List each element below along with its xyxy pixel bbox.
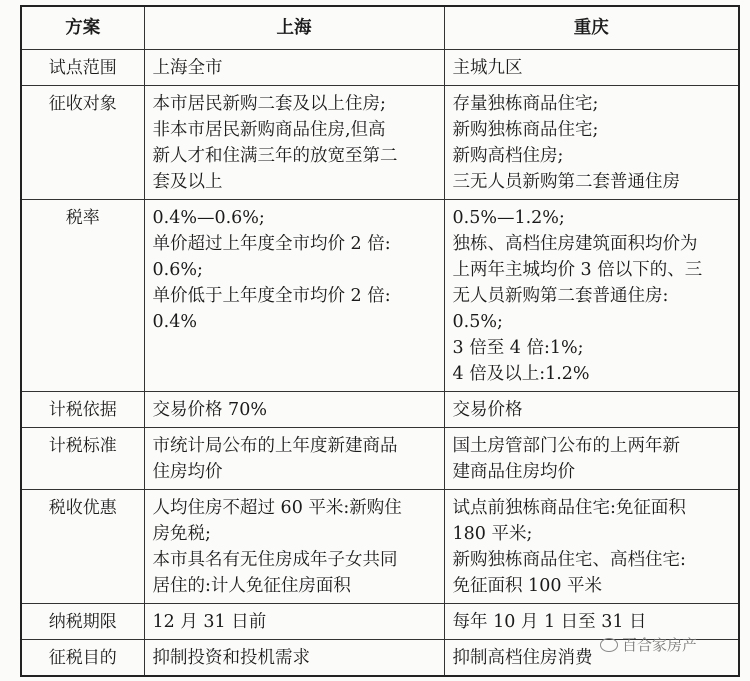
cell-shanghai [144, 604, 444, 640]
header-shanghai: 上海 [144, 6, 444, 50]
cell-shanghai [144, 428, 444, 490]
table-row [21, 392, 739, 428]
cell-line: 无人员新购第二套普通住房: [452, 286, 669, 306]
cell-line: 市统计局公布的上年度新建商品 [152, 436, 398, 456]
cell-line: 180 平米; [452, 524, 533, 544]
cell-chongqing [444, 50, 739, 86]
cell-line: 非本市居民新购商品住房,但高 [152, 120, 386, 140]
table-row [21, 86, 739, 200]
cell-line: 上两年主城均价 3 倍以下的、三 [452, 260, 703, 280]
cell-line: 居住的:计人免征住房面积 [152, 576, 351, 596]
cell-line: 新购独栋商品住宅; [452, 120, 599, 140]
cell-chongqing [444, 490, 739, 604]
cell-line: 交易价格 [452, 400, 523, 420]
row-label: 征收对象 [21, 86, 144, 200]
cell-line: 住房均价 [152, 462, 223, 482]
cell-line: 0.5%—1.2%; [452, 208, 565, 228]
table-row [21, 428, 739, 490]
header-row [21, 6, 739, 50]
cell-line: 新人才和住满三年的放宽至第二 [152, 146, 398, 166]
cell-line: 存量独栋商品住宅; [452, 94, 599, 114]
header-scheme: 方案 [21, 6, 144, 50]
cell-line: 本市具名有无住房成年子女共同 [152, 550, 398, 570]
property-tax-comparison-table [20, 5, 740, 677]
cell-line: 每年 10 月 1 日至 31 日 [452, 612, 647, 632]
cell-shanghai [144, 392, 444, 428]
cell-line: 新购独栋商品住宅、高档住宅: [452, 550, 686, 570]
cell-shanghai [144, 50, 444, 86]
cell-chongqing [444, 86, 739, 200]
row-label: 税收优惠 [21, 490, 144, 604]
cell-line: 试点前独栋商品住宅:免征面积 [452, 498, 686, 518]
cell-shanghai [144, 86, 444, 200]
cell-line: 免征面积 100 平米 [452, 576, 603, 596]
cell-line: 本市居民新购二套及以上住房; [152, 94, 386, 114]
table-row [21, 200, 739, 392]
cell-chongqing [444, 392, 739, 428]
cell-line: 抑制高档住房消费 [452, 648, 593, 668]
cell-line: 0.4% [152, 312, 197, 332]
cell-shanghai [144, 200, 444, 392]
row-label: 纳税期限 [21, 604, 144, 640]
cell-line: 主城九区 [452, 58, 523, 78]
cell-chongqing [444, 200, 739, 392]
cell-shanghai [144, 640, 444, 677]
row-label: 税率 [21, 200, 144, 392]
cell-line: 3 倍至 4 倍:1%; [452, 338, 584, 358]
cell-line: 人均住房不超过 60 平米:新购住 [152, 498, 402, 518]
cell-line: 抑制投资和投机需求 [152, 648, 310, 668]
watermark-text: 百合家房产 [622, 636, 698, 654]
cell-line: 4 倍及以上:1.2% [452, 364, 590, 384]
cell-line: 三无人员新购第二套普通住房 [452, 172, 680, 192]
cell-line: 独栋、高档住房建筑面积均价为 [452, 234, 698, 254]
row-label: 计税标准 [21, 428, 144, 490]
cell-shanghai [144, 490, 444, 604]
cell-line: 0.5%; [452, 312, 503, 332]
cell-line: 上海全市 [152, 58, 223, 78]
cell-chongqing [444, 428, 739, 490]
cell-line: 套及以上 [152, 172, 223, 192]
cell-line: 0.4%—0.6%; [152, 208, 265, 228]
cell-line: 国土房管部门公布的上两年新 [452, 436, 680, 456]
row-label: 征税目的 [21, 640, 144, 677]
cell-line: 单价低于上年度全市均价 2 倍: [152, 286, 391, 306]
row-label: 试点范围 [21, 50, 144, 86]
cell-line: 建商品住房均价 [452, 462, 575, 482]
cell-line: 0.6%; [152, 260, 203, 280]
cell-line: 12 月 31 日前 [152, 612, 267, 632]
watermark [600, 634, 697, 655]
cell-line: 单价超过上年度全市均价 2 倍: [152, 234, 391, 254]
cell-line: 新购高档住房; [452, 146, 564, 166]
wechat-icon [600, 638, 618, 652]
cell-line: 交易价格 70% [152, 400, 267, 420]
table-row [21, 490, 739, 604]
table-row [21, 50, 739, 86]
header-chongqing: 重庆 [444, 6, 739, 50]
cell-line: 房免税; [152, 524, 211, 544]
row-label: 计税依据 [21, 392, 144, 428]
